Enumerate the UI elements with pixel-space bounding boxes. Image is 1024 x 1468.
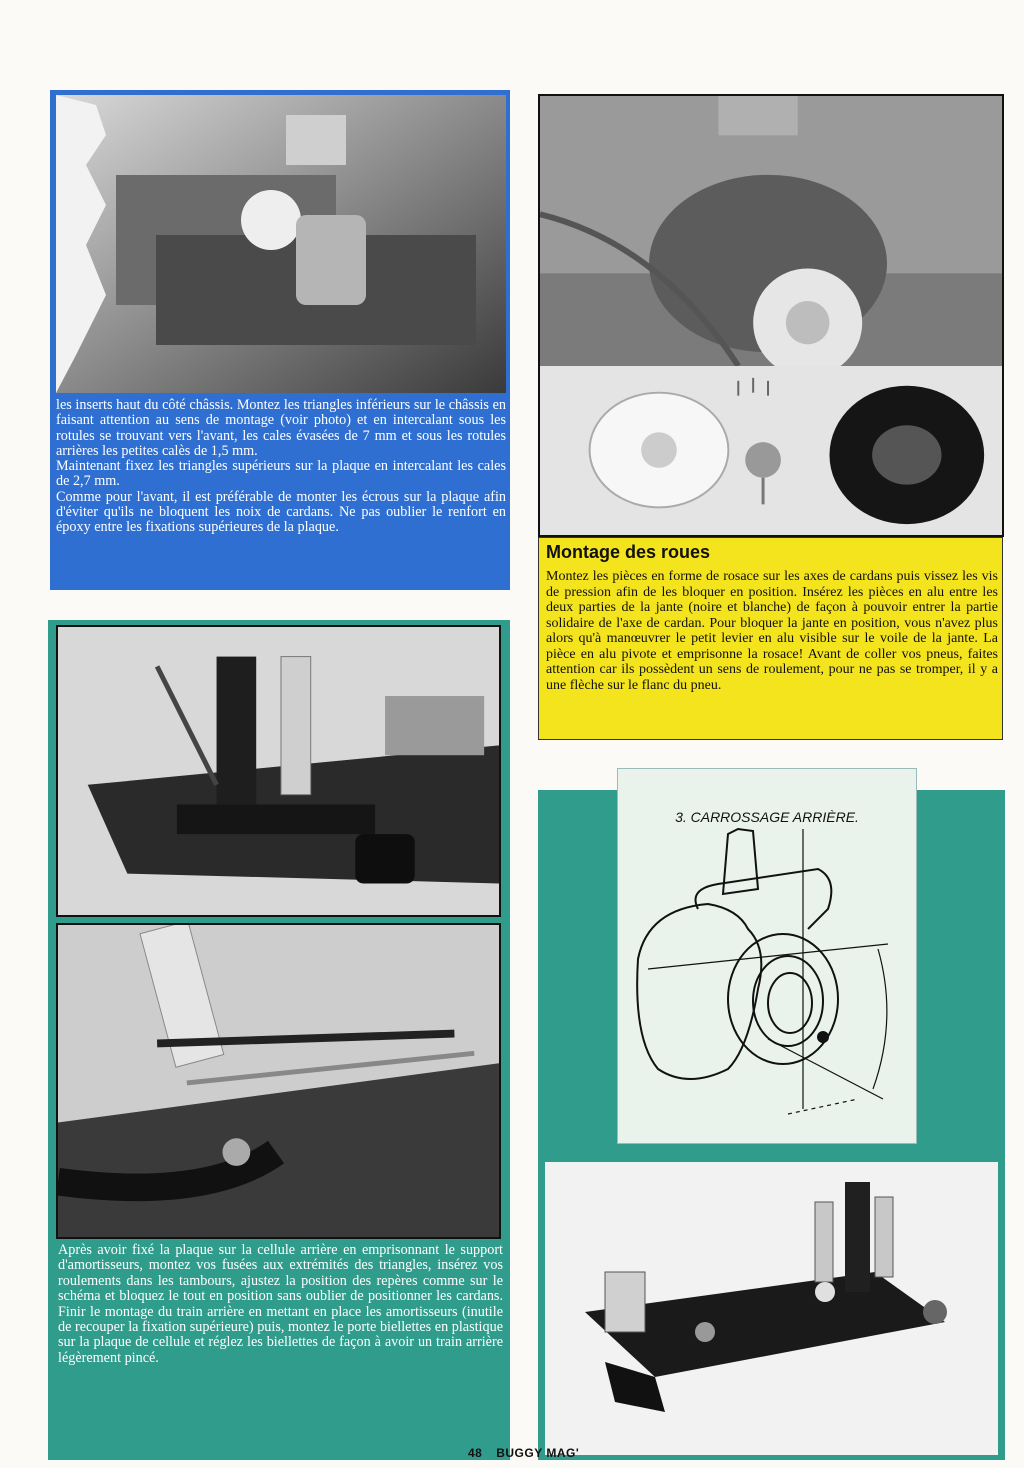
blue-paragraph-3: Comme pour l'avant, il est préférable de monter les écrous sur la plaque afin d'éviter qu'ils ne bloquent les noix de cardans. Ne pas oublier le renfort en époxy entre les fixations supérieures de la plaque. [56, 488, 506, 536]
blue-paragraph-2: Maintenant fixez les triangles supérieurs sur la plaque en intercalant les cales de 2,7 mm. [56, 458, 506, 490]
photo-full-chassis [545, 1162, 998, 1455]
photo-rear-triangle-closeup [56, 95, 506, 393]
diagram-carrossage [617, 768, 917, 1144]
page-number: 48 [468, 1446, 483, 1460]
teal-panel-text: Après avoir fixé la plaque sur la cellule arrière en emprisonnant le support d'amortisseurs, montez vos fusées aux extrémités des triangles, insérez vos roulements dans les tambours, ajustez la position des repères comme sur le schéma et bloquez le tout en position sans oublier de positionner les cardans. Finir le montage du train arrière en mettant en place les amortisseurs (inutile de recouper la fixation supérieure) puis, montez le porte biellettes en plastique sur la plaque de cellule et réglez les biellettes de façon à avoir un train arrière légèrement pincé. [58, 1242, 503, 1366]
wheels-box-text: Montez les pièces en forme de rosace sur les axes de cardans puis vissez les vis de pression afin de les bloquer en position. Insérez les pièces en alu entre les deux parties de la jante (noire et blanche) de façon à pouvoir entrer la partie solidaire de l'axe de cardan. Pour bloquer la jante en position, vous n'avez plus alors qu'à manœuvrer le petit levier en alu visible sur le voile de la jante. La pièce en alu pivote et emprisonne la rosace! Avant de coller vos pneus, faites attention car ils possèdent un sens de roulement, pour ne pas se tromper, il y a une flèche sur le flanc du pneu. [546, 569, 998, 693]
wheels-box-title: Montage des roues [546, 542, 711, 562]
photo-hub-rosace [538, 94, 1004, 368]
diagram-title: 3. CARROSSAGE ARRIÈRE. [675, 809, 859, 825]
magazine-name: BUGGY MAG' [496, 1446, 580, 1460]
photo-rear-suspension-2 [56, 923, 501, 1239]
blue-panel-text [56, 398, 506, 536]
diagram-hub-drawing [618, 769, 918, 1145]
photo-rear-suspension-1 [56, 625, 501, 917]
photo-wheel-parts [538, 366, 1004, 537]
page-footer [468, 1446, 589, 1460]
blue-paragraph-1: les inserts haut du côté châssis. Montez les triangles inférieurs sur le châssis en faisant attention au sens de montage (voir photo) et en intercalant sous les rotules se trouvant vers l'avant, les cales évasées de 7 mm et sous les rotules arrières les petites calès de 1,5 mm. [56, 397, 506, 459]
